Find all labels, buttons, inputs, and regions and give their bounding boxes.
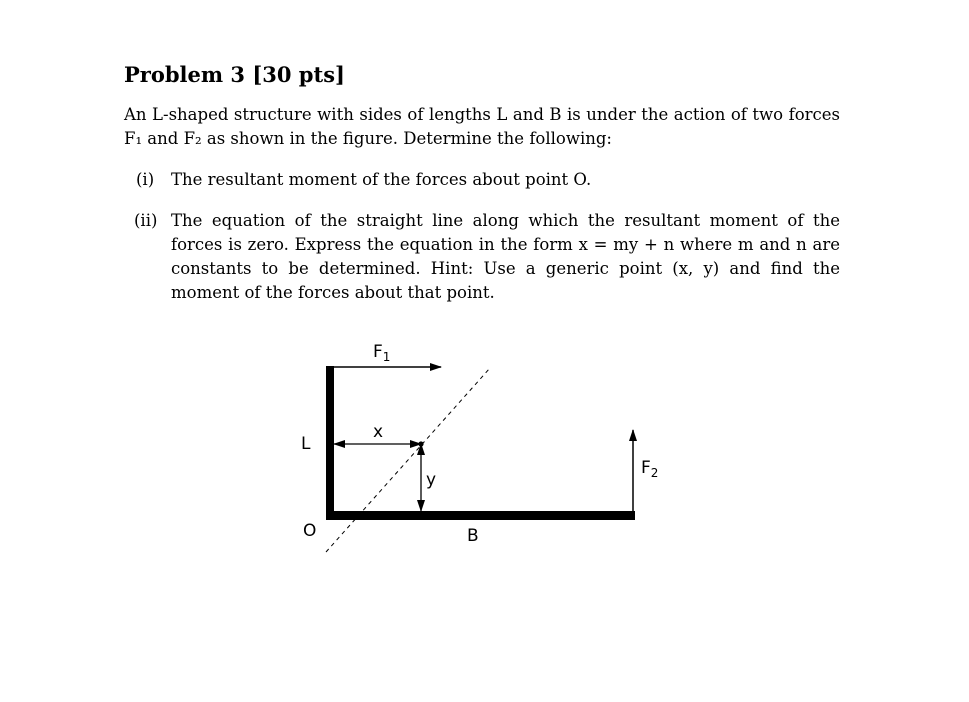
- zero-moment-line: [326, 368, 490, 552]
- problem-title: Problem 3 [30 pts]: [124, 62, 345, 87]
- force-f1-label: $F_1$: [373, 342, 391, 364]
- length-b-label: B: [467, 526, 479, 546]
- question-text: The equation of the straight line along which the resultant moment of the forces is zero. Express the equation in the form x = my + n where m and n are constants to be determined. Hint: Use a generic point (x, y) and find the moment of the forces about that point.: [171, 211, 840, 302]
- force-f2-label: $F_2$: [641, 458, 659, 480]
- x-label: x: [373, 422, 384, 442]
- origin-o-label: O: [303, 521, 317, 541]
- horizontal-member: [326, 511, 635, 520]
- vertical-member: [326, 366, 334, 520]
- length-l-label: L: [301, 434, 311, 454]
- question-text: The resultant moment of the forces about point O.: [171, 170, 592, 189]
- y-label: y: [426, 470, 437, 490]
- question-number: (ii): [134, 211, 158, 230]
- question-number: (i): [136, 170, 155, 189]
- problem-intro: An L-shaped structure with sides of lengths L and B is under the action of two forces F₁ and F₂ as shown in the figure. Determine the following:: [124, 105, 840, 148]
